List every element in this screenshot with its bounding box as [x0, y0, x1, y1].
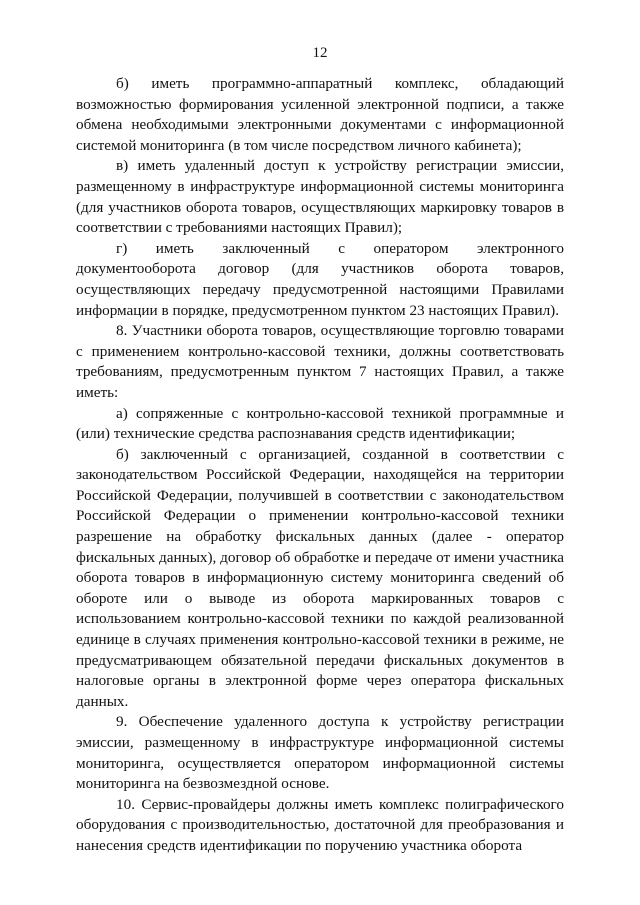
paragraph-7v: в) иметь удаленный доступ к устройству регистрации эмиссии, размещенному в инфраструктуре информационной системы мониторинга (для участников оборота товаров, осуществляющих маркировку товаров в соответствии с требованиями настоящих Правил); — [76, 157, 564, 237]
paragraph-9: 9. Обеспечение удаленного доступа к устройству регистрации эмиссии, размещенному в инфраструктуре информационной системы мониторинга, осуществляется оператором информационной системы мониторинга на безвозмездной основе. — [76, 713, 564, 793]
paragraph-7g: г) иметь заключенный с оператором электронного документооборота договор (для участников оборота товаров, осуществляющих передачу предусмотренной настоящими Правилами информации в порядке, предусмотренном пунктом 23 настоящих Правил). — [76, 239, 564, 319]
page-number: 12 — [312, 45, 328, 61]
paragraph-7b: б) иметь программно-аппаратный комплекс, обладающий возможностью формирования усиленной электронной подписи, а также обмена необходимыми электронными документами с информационной системой мониторинга (в том числе посредством личного кабинета); — [76, 75, 564, 154]
document-body — [76, 74, 564, 857]
paragraph-8b: б) заключенный с организацией, созданной в соответствии с законодательством Российской Федерации, находящейся на территории Российской Федерации, получившей в соответствии с законодательством Российской Федерации о применении контрольно-кассовой техники разрешение на обработку фискальных данных (далее - оператор фискальных данных), договор об обработке и передаче от имени участника оборота товаров в информационную систему мониторинга сведений об обороте или о выводе из оборота маркированных товаров с использованием контрольно-кассовой техники по каждой реализованной единице в случаях применения контрольно-кассовой техники в режиме, не предусматривающем обязательной передачи фискальных документов в налоговые органы в электронной форме через оператора фискальных данных. — [76, 445, 564, 710]
paragraph-8: 8. Участники оборота товаров, осуществляющие торговлю товарами с применением контрольно-кассовой техники, должны соответствовать требованиям, предусмотренным пунктом 7 настоящих Правил, а также иметь: — [76, 322, 564, 401]
paragraph-8a: а) сопряженные с контрольно-кассовой техникой программные и (или) технические средства распознавания средств идентификации; — [76, 404, 564, 443]
paragraph-10: 10. Сервис-провайдеры должны иметь комплекс полиграфического оборудования с производительностью, достаточной для преобразования и нанесения средств идентификации по поручению участника оборота — [76, 795, 564, 854]
